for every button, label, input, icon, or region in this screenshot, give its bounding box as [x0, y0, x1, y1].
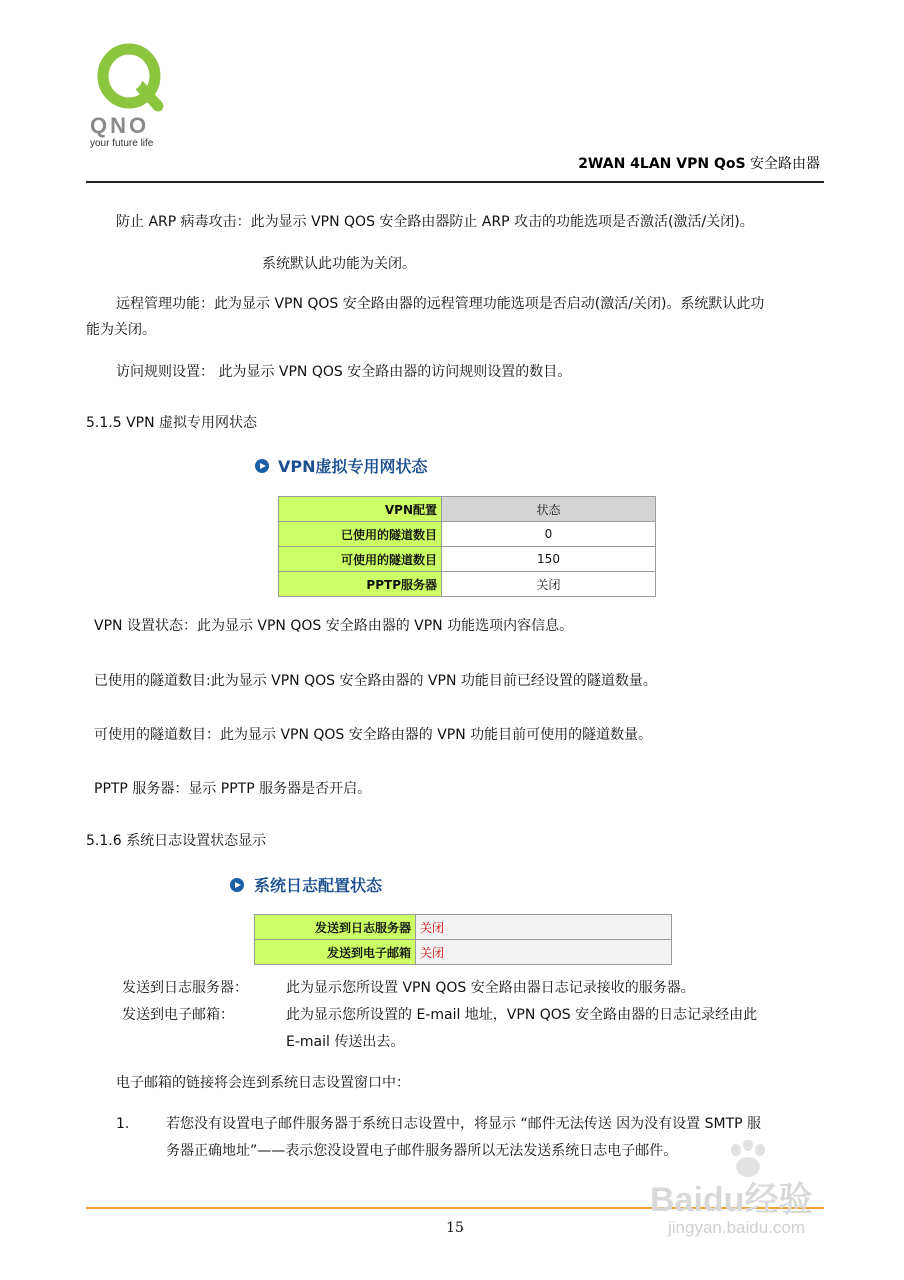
def-term-log-server: 发送到日志服务器： — [122, 980, 248, 996]
syslog-status-panel-title: 系统日志配置状态 — [254, 876, 383, 895]
table-row — [255, 940, 672, 965]
vpn-status-panel-title: VPN虚拟专用网状态 — [278, 457, 428, 476]
available-tunnels-label: 可使用的隧道数目 — [279, 547, 442, 572]
send-to-email-label: 发送到电子邮箱 — [255, 940, 416, 965]
table-row — [279, 572, 656, 597]
header-title — [578, 153, 820, 173]
def-text-email: 此为显示您所设置的 E-mail 地址，VPN QOS 安全路由器的日志记录经由此 — [286, 1007, 758, 1023]
def-text-email-cont: E-mail 传送出去。 — [286, 1034, 405, 1050]
def-text-log-server: 此为显示您所设置 VPN QOS 安全路由器日志记录接收的服务器。 — [286, 980, 695, 996]
header-title-bold: 2WAN 4LAN VPN QoS — [578, 156, 746, 172]
vpn-status-table — [278, 496, 656, 597]
available-tunnels-value: 150 — [442, 547, 656, 572]
email-link-note: 电子邮箱的链接将会连到系统日志设置窗口中： — [116, 1075, 410, 1091]
list-item-line2: 务器正确地址”——表示您没设置电子邮件服务器所以无法发送系统日志电子邮件。 — [166, 1143, 678, 1159]
section-515-heading: 5.1.5 VPN 虚拟专用网状态 — [86, 415, 258, 431]
pptp-server-value: 关闭 — [442, 572, 656, 597]
vpn-desc-1: VPN 设置状态：此为显示 VPN QOS 安全路由器的 VPN 功能选项内容信息。 — [94, 618, 574, 634]
table-row — [279, 522, 656, 547]
baidu-watermark: Baidu经验 — [650, 1181, 813, 1219]
remote-paragraph-line2: 能为关闭。 — [86, 322, 156, 338]
used-tunnels-label: 已使用的隧道数目 — [279, 522, 442, 547]
syslog-status-bullet-icon — [230, 878, 244, 892]
page-number: 15 — [446, 1220, 464, 1236]
baidu-watermark-url: jingyan.baidu.com — [668, 1218, 806, 1237]
send-to-log-server-label: 发送到日志服务器 — [255, 915, 416, 940]
table-row — [279, 497, 656, 522]
vpn-status-bullet-icon — [255, 459, 269, 473]
section-516-heading: 5.1.6 系统日志设置状态显示 — [86, 833, 267, 849]
logo-wordmark: QNO — [90, 113, 150, 138]
send-to-email-value: 关闭 — [416, 940, 672, 965]
def-term-email: 发送到电子邮箱： — [122, 1007, 234, 1023]
arp-default-text: 系统默认此功能为关闭。 — [262, 256, 416, 272]
pptp-server-label: PPTP服务器 — [279, 572, 442, 597]
vpn-config-header: VPN配置 — [279, 497, 442, 522]
used-tunnels-value: 0 — [442, 522, 656, 547]
arp-paragraph: 防止 ARP 病毒攻击：此为显示 VPN QOS 安全路由器防止 ARP 攻击的功能选项是否激活(激活/关闭)。 — [116, 214, 754, 230]
vpn-desc-2: 已使用的隧道数目:此为显示 VPN QOS 安全路由器的 VPN 功能目前已经设置的隧道数量。 — [94, 673, 657, 689]
status-header: 状态 — [442, 497, 656, 522]
list-item-number: 1. — [116, 1116, 130, 1132]
qno-logo-icon — [96, 42, 166, 112]
send-to-log-server-value: 关闭 — [416, 915, 672, 940]
remote-paragraph-line1: 远程管理功能：此为显示 VPN QOS 安全路由器的远程管理功能选项是否启动(激活/关闭)。系统默认此功 — [116, 296, 765, 312]
list-item-line1: 若您没有设置电子邮件服务器于系统日志设置中，将显示 “邮件无法传送 因为没有设置 SMTP 服 — [166, 1116, 762, 1132]
table-row — [279, 547, 656, 572]
vpn-desc-4: PPTP 服务器：显示 PPTP 服务器是否开启。 — [94, 781, 372, 797]
access-paragraph: 访问规则设置： 此为显示 VPN QOS 安全路由器的访问规则设置的数目。 — [116, 364, 572, 380]
syslog-status-table — [254, 914, 672, 965]
header-title-rest: 安全路由器 — [745, 156, 820, 172]
logo-tagline: your future life — [90, 138, 154, 149]
table-row — [255, 915, 672, 940]
vpn-desc-3: 可使用的隧道数目：此为显示 VPN QOS 安全路由器的 VPN 功能目前可使用的隧道数量。 — [94, 727, 653, 743]
header-rule — [86, 181, 824, 183]
